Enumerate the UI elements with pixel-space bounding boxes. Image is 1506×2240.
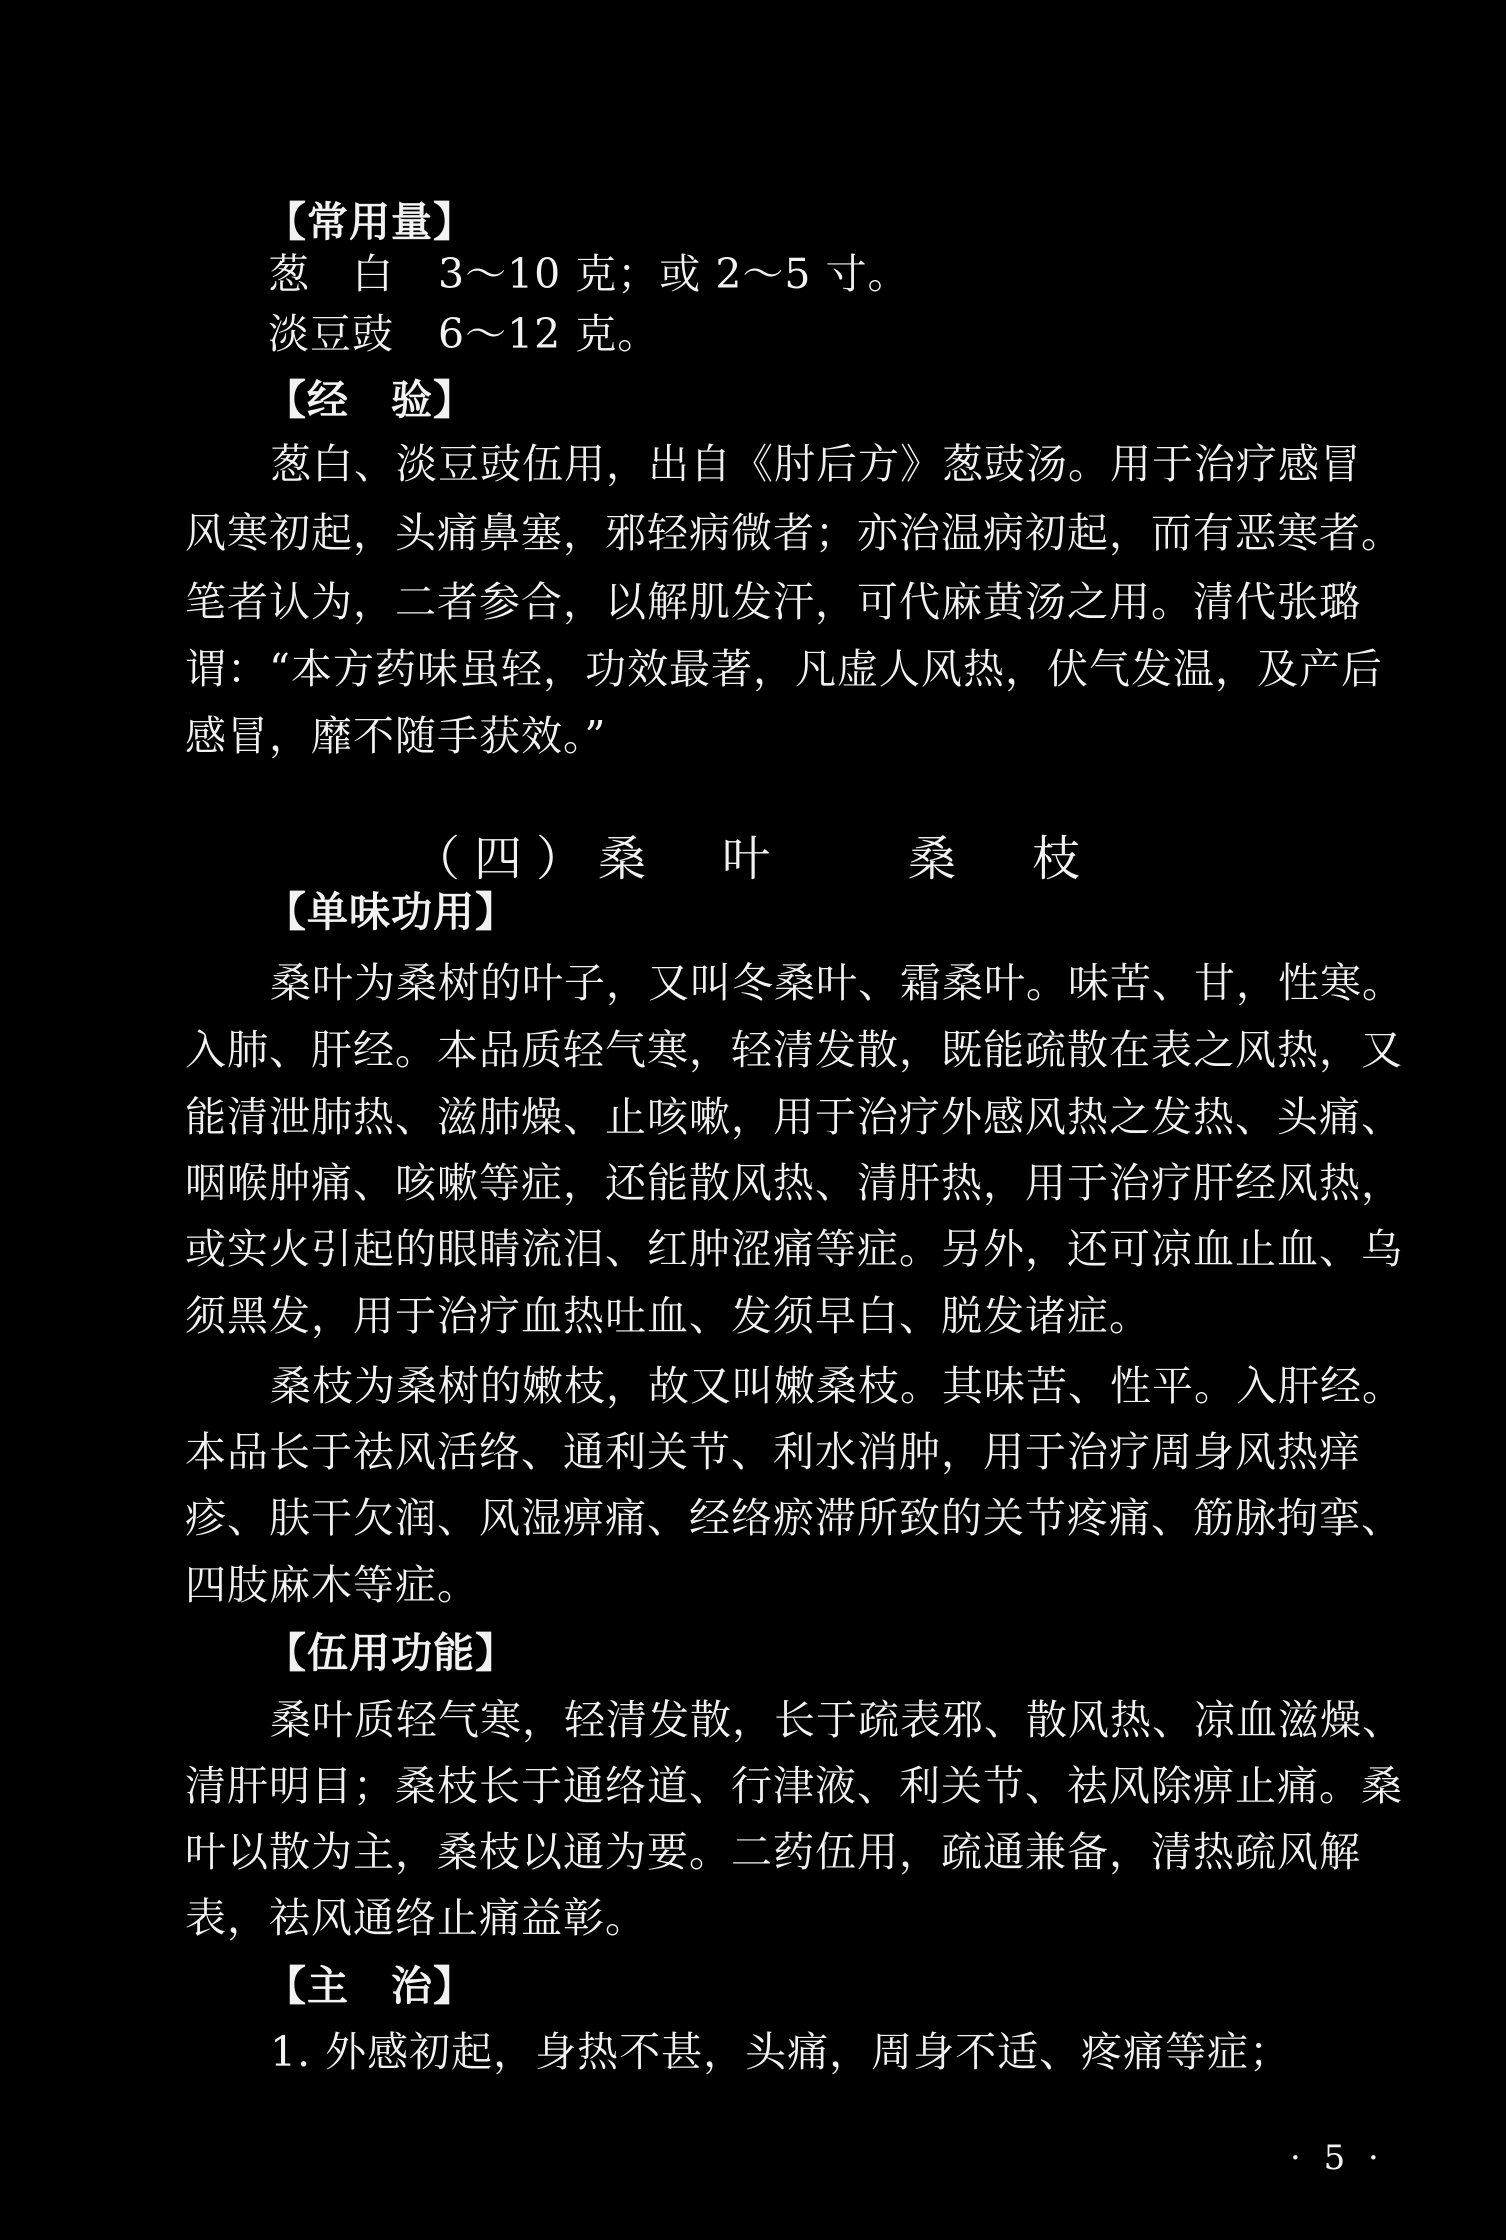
section-heading: 【常用量】 bbox=[265, 198, 475, 246]
paragraph-line: 桑枝为桑树的嫩枝，故又叫嫩桑枝。其味苦、性平。入肝经。 bbox=[270, 1362, 1404, 1410]
paragraph-line: 能清泄肺热、滋肺燥、止咳嗽，用于治疗外感风热之发热、头痛、 bbox=[185, 1093, 1403, 1141]
herb-dose: 3～10 克；或 2～5 寸。 bbox=[438, 250, 910, 298]
paragraph-line: 疹、肤干欠润、风湿痹痛、经络瘀滞所致的关节疼痛、筋脉拘挛、 bbox=[185, 1494, 1403, 1542]
paragraph-line: 本品长于祛风活络、通利关节、利水消肿，用于治疗周身风热痒 bbox=[185, 1428, 1361, 1476]
paragraph-line: 风寒初起，头痛鼻塞，邪轻病微者；亦治温病初起，而有恶寒者。 bbox=[185, 509, 1403, 557]
paragraph-line: 须黑发，用于治疗血热吐血、发须早白、脱发诸症。 bbox=[185, 1292, 1151, 1340]
section-heading: 【经 验】 bbox=[265, 376, 475, 424]
herb-name: 淡豆豉 bbox=[268, 310, 394, 358]
paragraph-line: 四肢麻木等症。 bbox=[185, 1561, 479, 1609]
paragraph-line: 1. 外感初起，身热不甚，头痛，周身不适、疼痛等症； bbox=[270, 2028, 1292, 2076]
section-heading: 【主 治】 bbox=[265, 1962, 475, 2010]
section-heading: 【伍用功能】 bbox=[265, 1629, 517, 1677]
paragraph-line: 咽喉肿痛、咳嗽等症，还能散风热、清肝热，用于治疗肝经风热， bbox=[185, 1159, 1403, 1207]
paragraph-line: 或实火引起的眼睛流泪、红肿涩痛等症。另外，还可凉血止血、乌 bbox=[185, 1225, 1403, 1273]
section-heading: 【单味功用】 bbox=[265, 888, 517, 936]
paragraph-line: 感冒，靡不随手获效。” bbox=[185, 712, 607, 760]
paragraph-line: 叶以散为主，桑枝以通为要。二药伍用，疏通兼备，清热疏风解 bbox=[185, 1828, 1361, 1876]
paragraph-line: 谓：“本方药味虽轻，功效最著，凡虚人风热，伏气发温，及产后 bbox=[185, 645, 1383, 693]
paragraph-line: 表，祛风通络止痛益彰。 bbox=[185, 1894, 647, 1942]
herb-name: 葱 白 bbox=[268, 250, 394, 298]
herb-dose: 6～12 克。 bbox=[438, 310, 660, 358]
paragraph-line: 笔者认为，二者参合，以解肌发汗，可代麻黄汤之用。清代张璐 bbox=[185, 578, 1361, 626]
page-number: · 5 · bbox=[1290, 2138, 1385, 2178]
section-title: （四）桑 叶 桑 枝 bbox=[411, 831, 1094, 887]
paragraph-line: 桑叶为桑树的叶子，又叫冬桑叶、霜桑叶。味苦、甘，性寒。 bbox=[270, 959, 1404, 1007]
paragraph-line: 入肺、肝经。本品质轻气寒，轻清发散，既能疏散在表之风热，又 bbox=[185, 1026, 1403, 1074]
paragraph-line: 桑叶质轻气寒，轻清发散，长于疏表邪、散风热、凉血滋燥、 bbox=[270, 1696, 1404, 1744]
paragraph-line: 清肝明目；桑枝长于通络道、行津液、利关节、祛风除痹止痛。桑 bbox=[185, 1762, 1403, 1810]
paragraph-line: 葱白、淡豆豉伍用，出自《肘后方》葱豉汤。用于治疗感冒 bbox=[270, 440, 1362, 488]
